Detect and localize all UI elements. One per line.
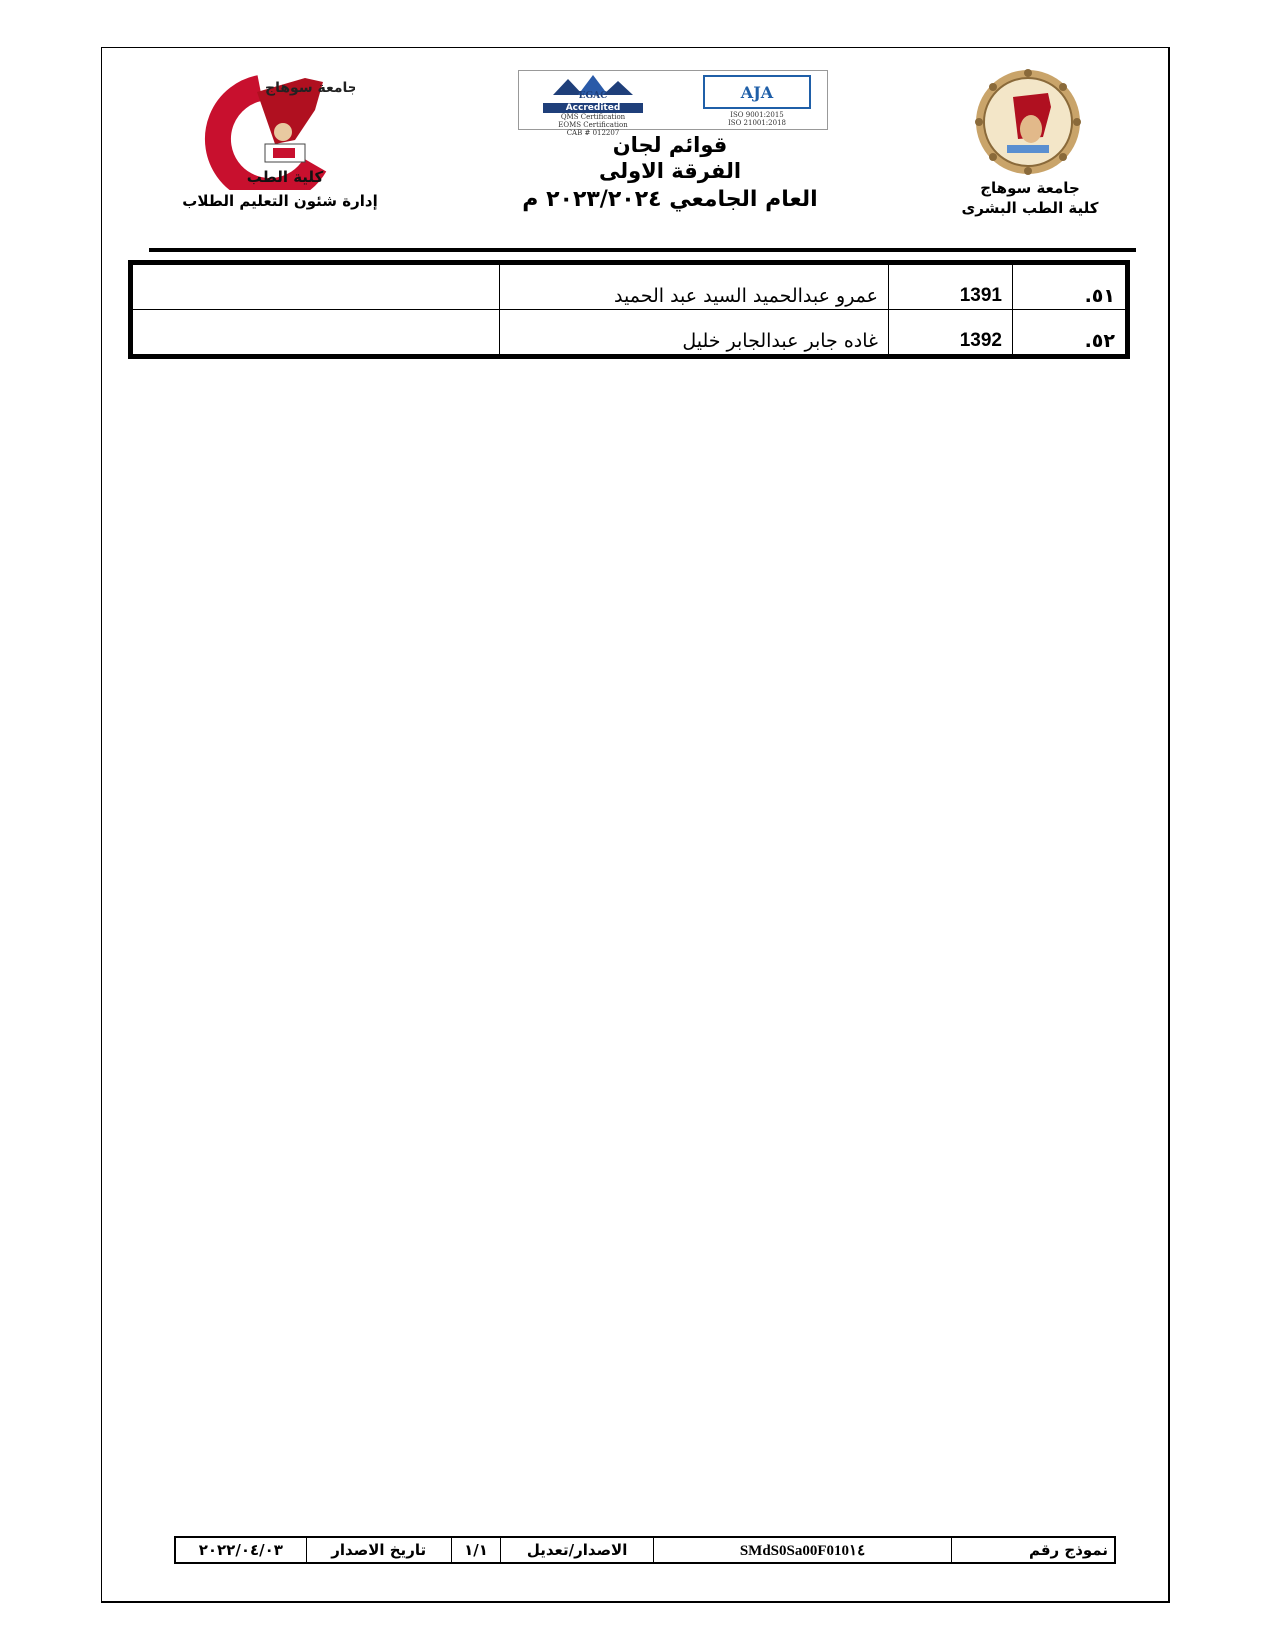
student-name: غاده جابر عبدالجابر خليل: [500, 310, 889, 355]
extra-cell: [133, 310, 500, 355]
form-number-label: نموذج رقم: [952, 1538, 1115, 1562]
extra-cell: [133, 265, 500, 310]
university-name: جامعة سوهاج: [980, 179, 1080, 197]
issue-date-value: ٢٠٢٢/٠٤/٠٣: [198, 1541, 283, 1559]
student-name: عمرو عبدالحميد السيد عبد الحميد: [500, 265, 889, 310]
title-committee-lists: قوائم لجان: [612, 133, 728, 157]
form-number-code: SMdS0Sa00F010١٤: [654, 1538, 952, 1562]
header-divider: [149, 248, 1136, 252]
faculty-name: كلية الطب البشرى: [961, 199, 1099, 217]
students-table: [128, 260, 1130, 359]
faculty-logo: [165, 70, 355, 190]
document-title: [470, 132, 870, 216]
issue-date-label: تاريخ الاصدار: [306, 1538, 451, 1562]
egac-logo: [523, 73, 663, 137]
egac-line: EOMS Certification: [558, 121, 628, 129]
aja-iso-line: ISO 9001:2015: [730, 111, 784, 119]
university-seal: [973, 67, 1083, 177]
table-row: [133, 265, 1126, 310]
version-value: ١/١: [451, 1538, 501, 1562]
department-name: إدارة شئون التعليم الطلاب: [182, 192, 378, 210]
egac-accredited: Accredited: [543, 103, 643, 113]
seat-number: 1391: [889, 265, 1013, 310]
row-index: ٥٢.: [1013, 310, 1126, 355]
certification-logos: [518, 70, 828, 137]
table-row: [133, 310, 1126, 355]
svg-text:جامعة سوهاج: جامعة سوهاج: [265, 80, 355, 96]
aja-iso-line: ISO 21001:2018: [728, 119, 786, 127]
title-academic-year: العام الجامعي ٢٠٢٣/٢٠٢٤ م: [522, 187, 818, 212]
aja-logo: [695, 73, 819, 127]
svg-text:كلية الطب: كلية الطب: [246, 168, 324, 186]
svg-text:EGAC: EGAC: [578, 91, 608, 99]
egac-line: QMS Certification: [560, 113, 626, 121]
form-footer: [174, 1536, 1116, 1564]
row-index: ٥١.: [1013, 265, 1126, 310]
seat-number: 1392: [889, 310, 1013, 355]
egac-line: CAB # 012207: [566, 129, 620, 137]
title-year-level: الفرقة الاولى: [598, 159, 742, 183]
aja-mark: AJA: [740, 82, 774, 102]
version-label: الاصدار/تعديل: [501, 1538, 654, 1562]
university-info: [955, 178, 1105, 218]
